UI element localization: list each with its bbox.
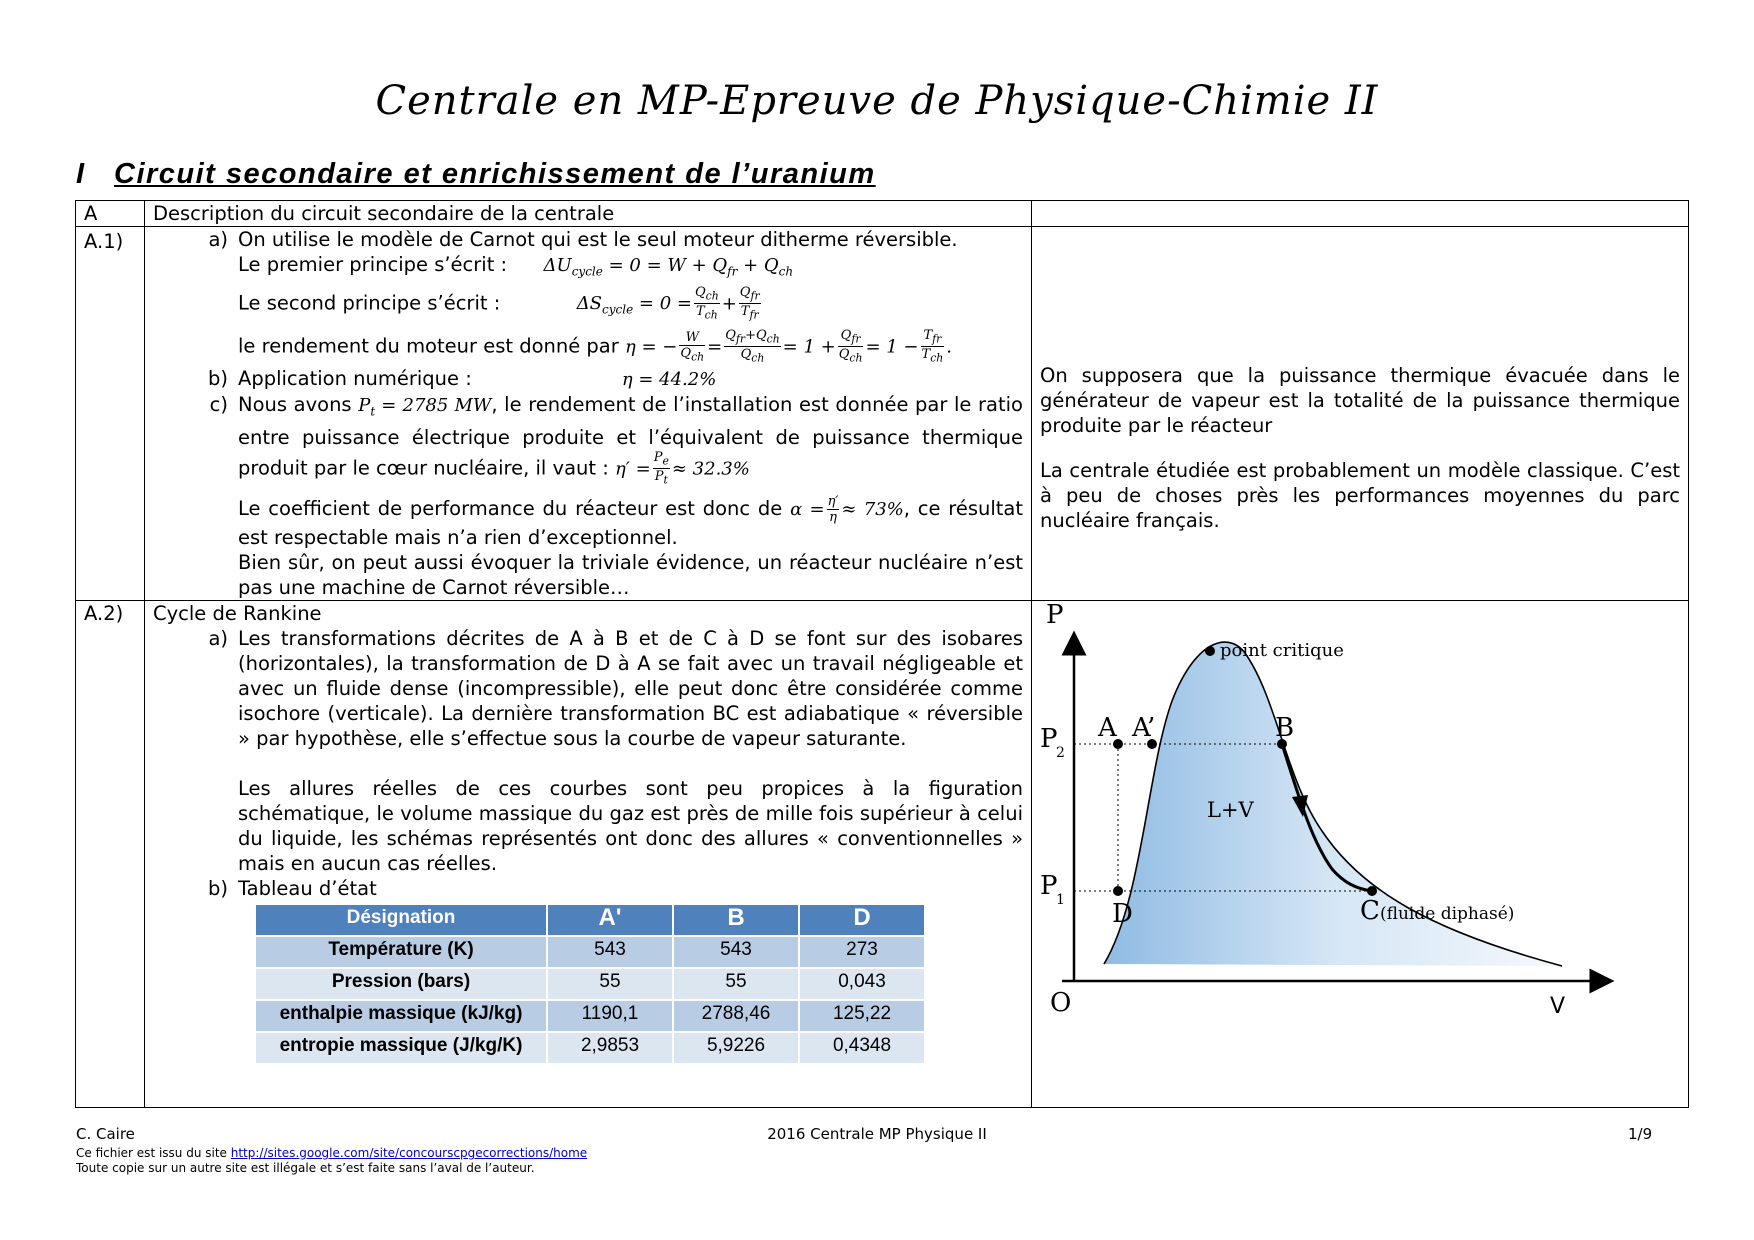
equation-efficiency: η = − (624, 336, 678, 358)
fraction: $\frac{P_e}{P_t}$ (653, 449, 669, 487)
row-a-description: Description du circuit secondaire de la centrale (145, 201, 1032, 227)
row-header-cell: Température (K) (255, 936, 547, 968)
equation-performance: α = (790, 498, 825, 520)
paragraph: Les allures réelles de ces courbes sont peu propices à la figuration schématique, le volume massique du gaz est près de mille fois supérieur à celui du liquide, les schémas représentés ont donc des allures « conventionnelles » mais en aucun cas réelles. (238, 776, 1023, 875)
row-header-cell: Pression (bars) (255, 968, 547, 1000)
section-number: I (76, 158, 85, 190)
table-cell: 0,4348 (799, 1032, 925, 1064)
paragraph: Les transformations décrites de A à B et de C à D se font sur des isobares (horizontales), la transformation de D à A se fait avec un travail négligeable et avec un fluide dense (incompressible), elle peut donc être considérée comme isochore (verticale). La dernière transformation BC est adiabatique « réversible » par hypothèse, elle s’effectue sous la courbe de vapeur saturante. (238, 626, 1023, 750)
source-link[interactable]: http://sites.google.com/site/concourscpgecorrections/home (230, 1146, 588, 1160)
label-a-prime: A’ (1132, 712, 1156, 743)
table-cell: 543 (547, 936, 673, 968)
table-cell: 2,9853 (547, 1032, 673, 1064)
fraction: $\frac{W}{Q_{ch}}$ (680, 329, 705, 364)
note: On supposera que la puissance thermique évacuée dans le générateur de vapeur est la totalité de la puissance thermique produite par le réacteur (1040, 364, 1680, 437)
footer-source: Ce fichier est issu du site http://sites.google.com/site/concourscpgecorrections/home (76, 1146, 588, 1160)
page-title: Centrale en MP-Epreuve de Physique-Chimie II (375, 78, 1379, 124)
label-liquid-vapor: L+V (1207, 797, 1254, 822)
row-a2 (76, 600, 1689, 1107)
header-cell: A' (547, 904, 673, 936)
item-label: c) (209, 392, 228, 416)
row-a1-content (145, 227, 1032, 601)
table-cell: 273 (799, 936, 925, 968)
header-cell: B (673, 904, 799, 936)
table-cell: 1190,1 (547, 1000, 673, 1032)
paragraph: Nous avons $P_t = 2785$ MW, le rendement de l’installation est donnée par le ratio entre puissance électrique produite et l’équivalent de puissance thermique produit par le cœur nucléaire, il vaut : η′ = $\frac{P_e}{P_t}$ ≈ 32.3% (238, 392, 1023, 487)
footer-author: C. Caire (76, 1125, 135, 1143)
fraction: $\frac{T_{fr}}{T_{ch}}$ (921, 327, 944, 365)
section-title: Circuit secondaire et enrichissement de l’uranium (114, 158, 876, 190)
text-line: Tableau d’état (238, 876, 377, 900)
v-axis-label: V (1550, 993, 1566, 1019)
correction-table (75, 200, 1689, 1108)
header-cell: D (799, 904, 925, 936)
p1-subscript: 1 (1056, 891, 1065, 908)
paragraph: Le coefficient de performance du réacteur est donc de α = $\frac{\eta'}{\eta}$ ≈ 73%, ce résultat est respectable mais n’a rien d’exceptionnel. (238, 493, 1024, 549)
section-heading (76, 158, 876, 191)
item-label: b) (208, 366, 228, 390)
state-table-header (255, 904, 925, 936)
row-code: A (76, 201, 145, 227)
answer-a2-a (153, 626, 1023, 876)
answer-a1-c (153, 392, 1023, 600)
equation-first-principle: $\Delta U_{cycle} = 0 = W + Q_{fr} + Q_{ch}$ (543, 255, 794, 279)
table-row (255, 1032, 925, 1064)
equation-line: Le premier principe s’écrit : $\Delta U_{cycle} = 0 = W + Q_{fr} + Q_{ch}$ (238, 253, 794, 279)
note: La centrale étudiée est probablement un modèle classique. C’est à peu de choses près les performances moyennes du parc nucléaire français. (1040, 459, 1680, 532)
label-a: A (1098, 712, 1117, 743)
item-label: b) (208, 876, 228, 900)
table-row (255, 1000, 925, 1032)
table-cell: 55 (547, 968, 673, 1000)
table-cell: 543 (673, 936, 799, 968)
fraction: $\frac{Q_{ch}}{T_{ch}}$ (694, 284, 719, 322)
footer-center: 2016 Centrale MP Physique II (767, 1125, 987, 1143)
label-b: B (1275, 712, 1295, 743)
table-cell: 125,22 (799, 1000, 925, 1032)
fraction: $\frac{Q_{fr}}{Q_{ch}}$ (838, 327, 863, 365)
label-critical-point: point critique (1220, 639, 1344, 661)
row-a2-diagram-cell (1032, 600, 1689, 1107)
row-a (76, 201, 1689, 227)
label-fluid-note: (fluide diphasé) (1380, 903, 1515, 924)
numeric-result: η = 44.2% (621, 368, 717, 390)
label-d: D (1112, 898, 1133, 929)
header-cell: Désignation (255, 904, 547, 936)
item-label: a) (208, 626, 228, 650)
row-header-cell: enthalpie massique (kJ/kg) (255, 1000, 547, 1032)
point-d (1113, 886, 1123, 896)
equation-second-principle: $\Delta S_{cycle} = 0$ = (576, 293, 692, 317)
paragraph: Bien sûr, on peut aussi évoquer la triviale évidence, un réacteur nucléaire n’est pas une machine de Carnot réversible… (238, 550, 1023, 599)
point-critical (1205, 646, 1215, 656)
answer-a2-b (153, 876, 1023, 901)
item-label: a) (208, 228, 228, 251)
state-table (254, 903, 926, 1065)
row-a1-notes (1032, 227, 1689, 601)
row-code: A.1) (76, 227, 145, 601)
row-a1 (76, 227, 1689, 601)
row-a-notes (1032, 201, 1689, 227)
p2-subscript: 2 (1056, 744, 1065, 761)
text-line: Application numérique : (238, 366, 472, 390)
table-cell: 0,043 (799, 968, 925, 1000)
table-row (255, 936, 925, 968)
fraction: $\frac{Q_{fr}}{T_{fr}}$ (739, 284, 760, 322)
point-c (1367, 886, 1377, 896)
table-cell: 55 (673, 968, 799, 1000)
p-axis-label: P (1046, 600, 1064, 630)
pv-diagram (1032, 601, 1687, 1107)
subsection-title: Cycle de Rankine (153, 601, 322, 625)
table-cell: 2788,46 (673, 1000, 799, 1032)
power-value: $P_t = 2785$ MW (358, 394, 492, 419)
origin-label: O (1050, 987, 1072, 1018)
equation-yield: η′ = (615, 458, 651, 480)
p1-label: P (1040, 870, 1058, 901)
answer-a1-b (153, 366, 1023, 392)
row-header-cell: entropie massique (J/kg/K) (255, 1032, 547, 1064)
footer-copyright: Toute copie sur un autre site est illégale et s’est faite sans l’aval de l’auteur. (76, 1161, 535, 1175)
fraction: $\frac{Q_{fr}+Q_{ch}}{Q_{ch}}$ (725, 327, 780, 365)
row-a2-content (145, 600, 1032, 1107)
table-cell: 5,9226 (673, 1032, 799, 1064)
fraction: $\frac{\eta'}{\eta}$ (827, 493, 839, 525)
answer-a1-a (153, 227, 1023, 366)
label-c: C (1360, 895, 1380, 926)
text-line: On utilise le modèle de Carnot qui est le seul moteur ditherme réversible. (238, 228, 958, 251)
equation-line: le rendement du moteur est donné par η = − $\frac{W}{Q_{ch}}$ = $\frac{Q_{fr}+Q_{ch}}{Q_{ch}}$ = 1 + $\frac{Q_{fr}}{Q_{ch}}$ = 1 − $\frac{T_{fr}}{T_{ch}}$ . (238, 327, 952, 365)
equation-line: Le second principe s’écrit : $\Delta S_{cycle} = 0$ = $\frac{Q_{ch}}{T_{ch}}$ + $\frac{Q_{fr}}{T_{fr}}$ (238, 284, 760, 322)
footer-page: 1/9 (1628, 1125, 1653, 1143)
table-row (255, 968, 925, 1000)
p2-label: P (1040, 723, 1058, 754)
row-code: A.2) (76, 600, 145, 1107)
